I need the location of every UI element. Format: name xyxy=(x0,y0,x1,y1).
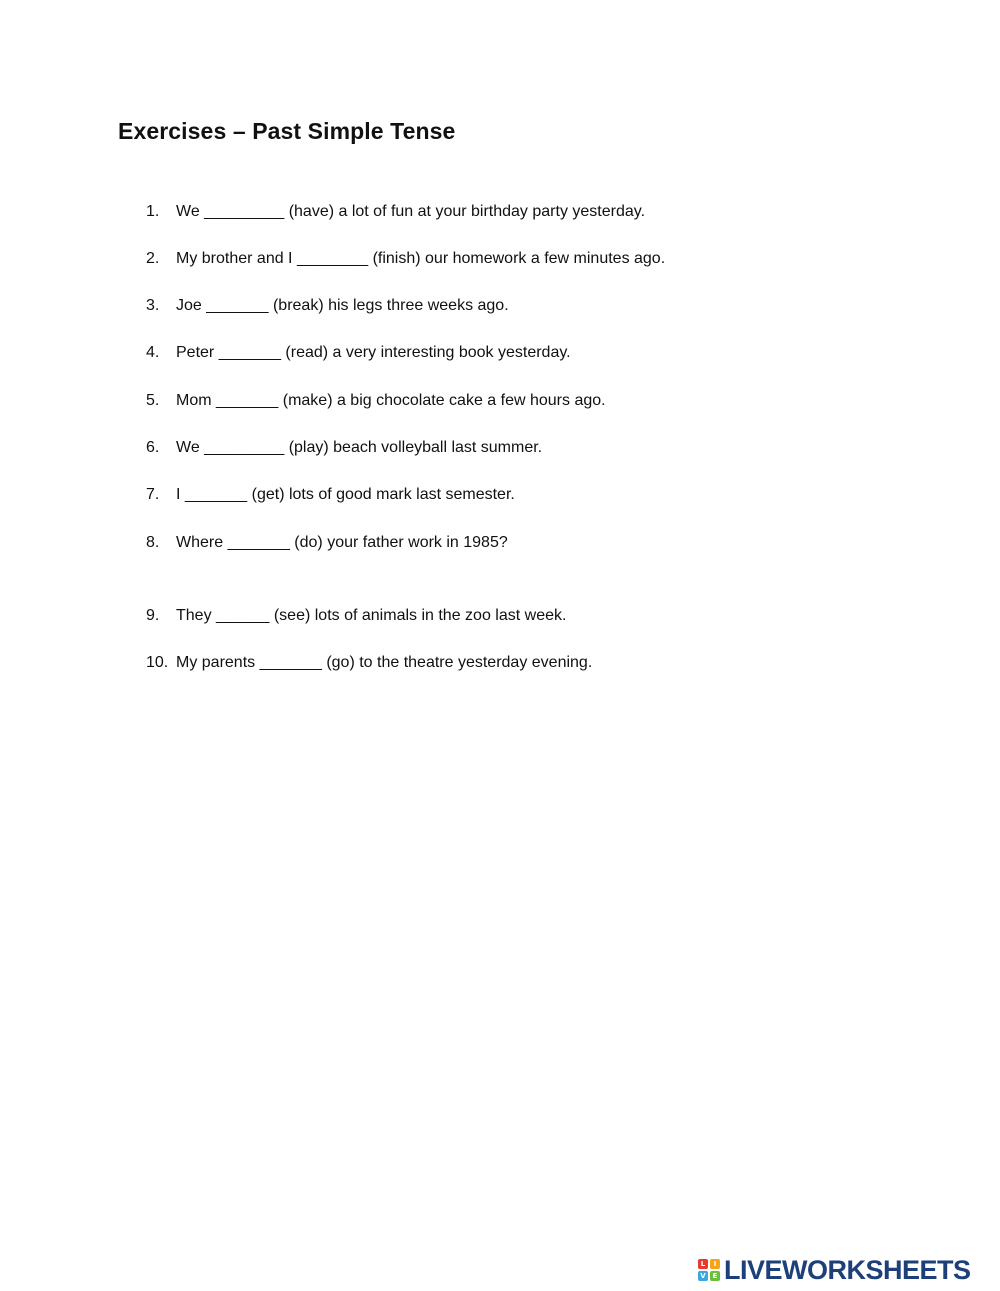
logo-block: L xyxy=(698,1259,708,1269)
exercise-item-7 xyxy=(0,483,1000,507)
exercise-number: 9. xyxy=(146,607,160,624)
exercise-number: 8. xyxy=(146,534,160,551)
exercise-text: We _________ (have) a lot of fun at your birthday party yesterday. xyxy=(176,203,646,220)
exercise-item-10 xyxy=(0,651,1000,675)
exercise-number: 2. xyxy=(146,250,160,267)
exercise-text: My brother and I ________ (finish) our homework a few minutes ago. xyxy=(176,250,666,267)
logo-block: I xyxy=(710,1259,720,1269)
exercise-number: 10. xyxy=(146,654,169,671)
exercise-text: Peter _______ (read) a very interesting book yesterday. xyxy=(176,344,571,361)
exercise-text: Where _______ (do) your father work in 1985? xyxy=(176,534,508,551)
exercise-item-5 xyxy=(0,389,1000,413)
liveworksheets-logo[interactable] xyxy=(698,1256,971,1284)
logo-wordmark: LIVEWORKSHEETS xyxy=(724,1255,971,1285)
logo-blocks-icon xyxy=(698,1259,720,1281)
exercise-item-9 xyxy=(0,604,1000,628)
exercise-item-3 xyxy=(0,294,1000,318)
exercise-number: 5. xyxy=(146,392,160,409)
exercise-text: I _______ (get) lots of good mark last semester. xyxy=(176,486,515,503)
logo-block: V xyxy=(698,1271,708,1281)
exercise-number: 1. xyxy=(146,203,160,220)
exercise-number: 6. xyxy=(146,439,160,456)
page-title: Exercises – Past Simple Tense xyxy=(118,118,456,144)
exercise-number: 4. xyxy=(146,344,160,361)
exercise-text: My parents _______ (go) to the theatre yesterday evening. xyxy=(176,654,593,671)
exercise-text: They ______ (see) lots of animals in the zoo last week. xyxy=(176,607,567,624)
exercise-text: We _________ (play) beach volleyball last summer. xyxy=(176,439,543,456)
exercise-item-2 xyxy=(0,247,1000,271)
exercise-item-6 xyxy=(0,436,1000,460)
exercise-text: Joe _______ (break) his legs three weeks ago. xyxy=(176,297,509,314)
exercise-item-8 xyxy=(0,531,1000,555)
logo-block: E xyxy=(710,1271,720,1281)
exercise-text: Mom _______ (make) a big chocolate cake a few hours ago. xyxy=(176,392,606,409)
exercise-number: 3. xyxy=(146,297,160,314)
exercise-item-4 xyxy=(0,341,1000,365)
exercise-item-1 xyxy=(0,200,1000,224)
exercise-number: 7. xyxy=(146,486,160,503)
